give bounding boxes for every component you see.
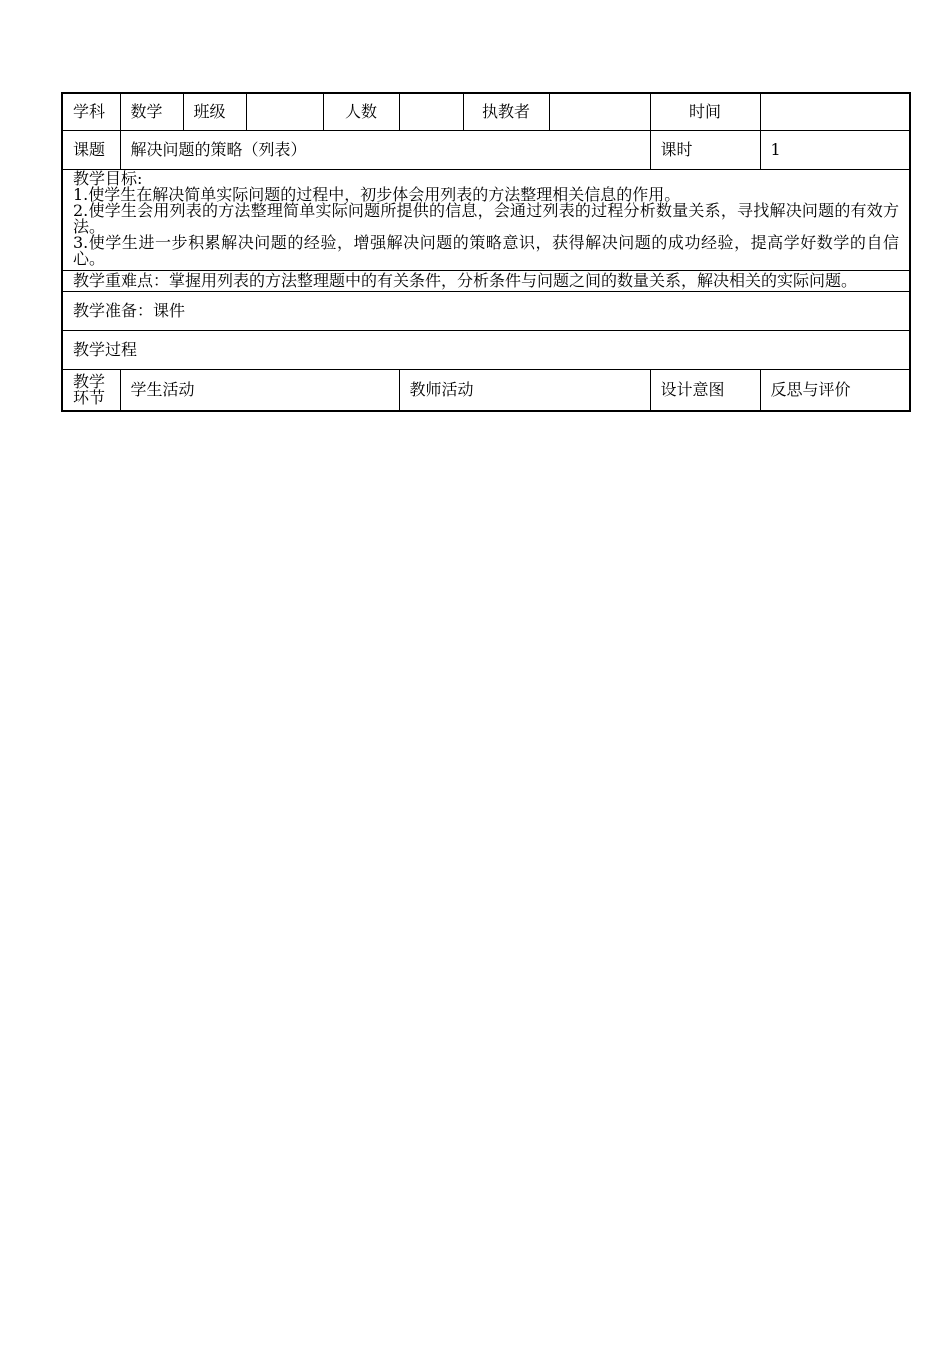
preparation-text: 教学准备：课件 bbox=[62, 292, 910, 331]
topic-label: 课题 bbox=[62, 131, 120, 170]
process-heading: 教学过程 bbox=[62, 331, 910, 370]
key-points-cell bbox=[62, 271, 910, 292]
goals-row bbox=[62, 170, 910, 271]
count-label: 人数 bbox=[323, 93, 399, 131]
subject-value: 数学 bbox=[120, 93, 183, 131]
time-label: 时间 bbox=[650, 93, 760, 131]
goals-heading: 教学目标: bbox=[73, 169, 143, 188]
count-value bbox=[399, 93, 463, 131]
class-value bbox=[246, 93, 323, 131]
subject-label: 学科 bbox=[62, 93, 120, 131]
key-points-text: 教学重难点：掌握用列表的方法整理题中的有关条件，分析条件与问题之间的数量关系，解决相关的实际问题。 bbox=[73, 271, 858, 290]
reflection-header: 反思与评价 bbox=[760, 370, 910, 412]
student-activity-header: 学生活动 bbox=[120, 370, 399, 412]
phase-column-header: 教学环节 bbox=[62, 370, 120, 412]
goal-item-1: 1.使学生在解决简单实际问题的过程中，初步体会用列表的方法整理相关信息的作用。 bbox=[73, 185, 681, 204]
topic-row bbox=[62, 131, 910, 170]
period-label: 课时 bbox=[650, 131, 760, 170]
teacher-value bbox=[549, 93, 650, 131]
goals-cell bbox=[62, 170, 910, 271]
class-label: 班级 bbox=[183, 93, 246, 131]
preparation-row bbox=[62, 292, 910, 331]
topic-value: 解决问题的策略（列表） bbox=[120, 131, 650, 170]
header-row bbox=[62, 93, 910, 131]
key-points-row bbox=[62, 271, 910, 292]
design-intent-header: 设计意图 bbox=[650, 370, 760, 412]
teacher-activity-header: 教师活动 bbox=[399, 370, 650, 412]
lesson-plan-sheet bbox=[61, 92, 909, 412]
lesson-plan-table bbox=[61, 92, 911, 412]
process-columns-row bbox=[62, 370, 910, 412]
goal-item-3: 3.使学生进一步积累解决问题的经验，增强解决问题的策略意识，获得解决问题的成功经验，提高学好数学的自信心。 bbox=[73, 233, 899, 268]
goal-item-2: 2.使学生会用列表的方法整理简单实际问题所提供的信息，会通过列表的过程分析数量关系，寻找解决问题的有效方法。 bbox=[73, 201, 899, 236]
process-heading-row bbox=[62, 331, 910, 370]
time-value bbox=[760, 93, 910, 131]
period-value: 1 bbox=[760, 131, 910, 170]
teacher-label: 执教者 bbox=[463, 93, 549, 131]
